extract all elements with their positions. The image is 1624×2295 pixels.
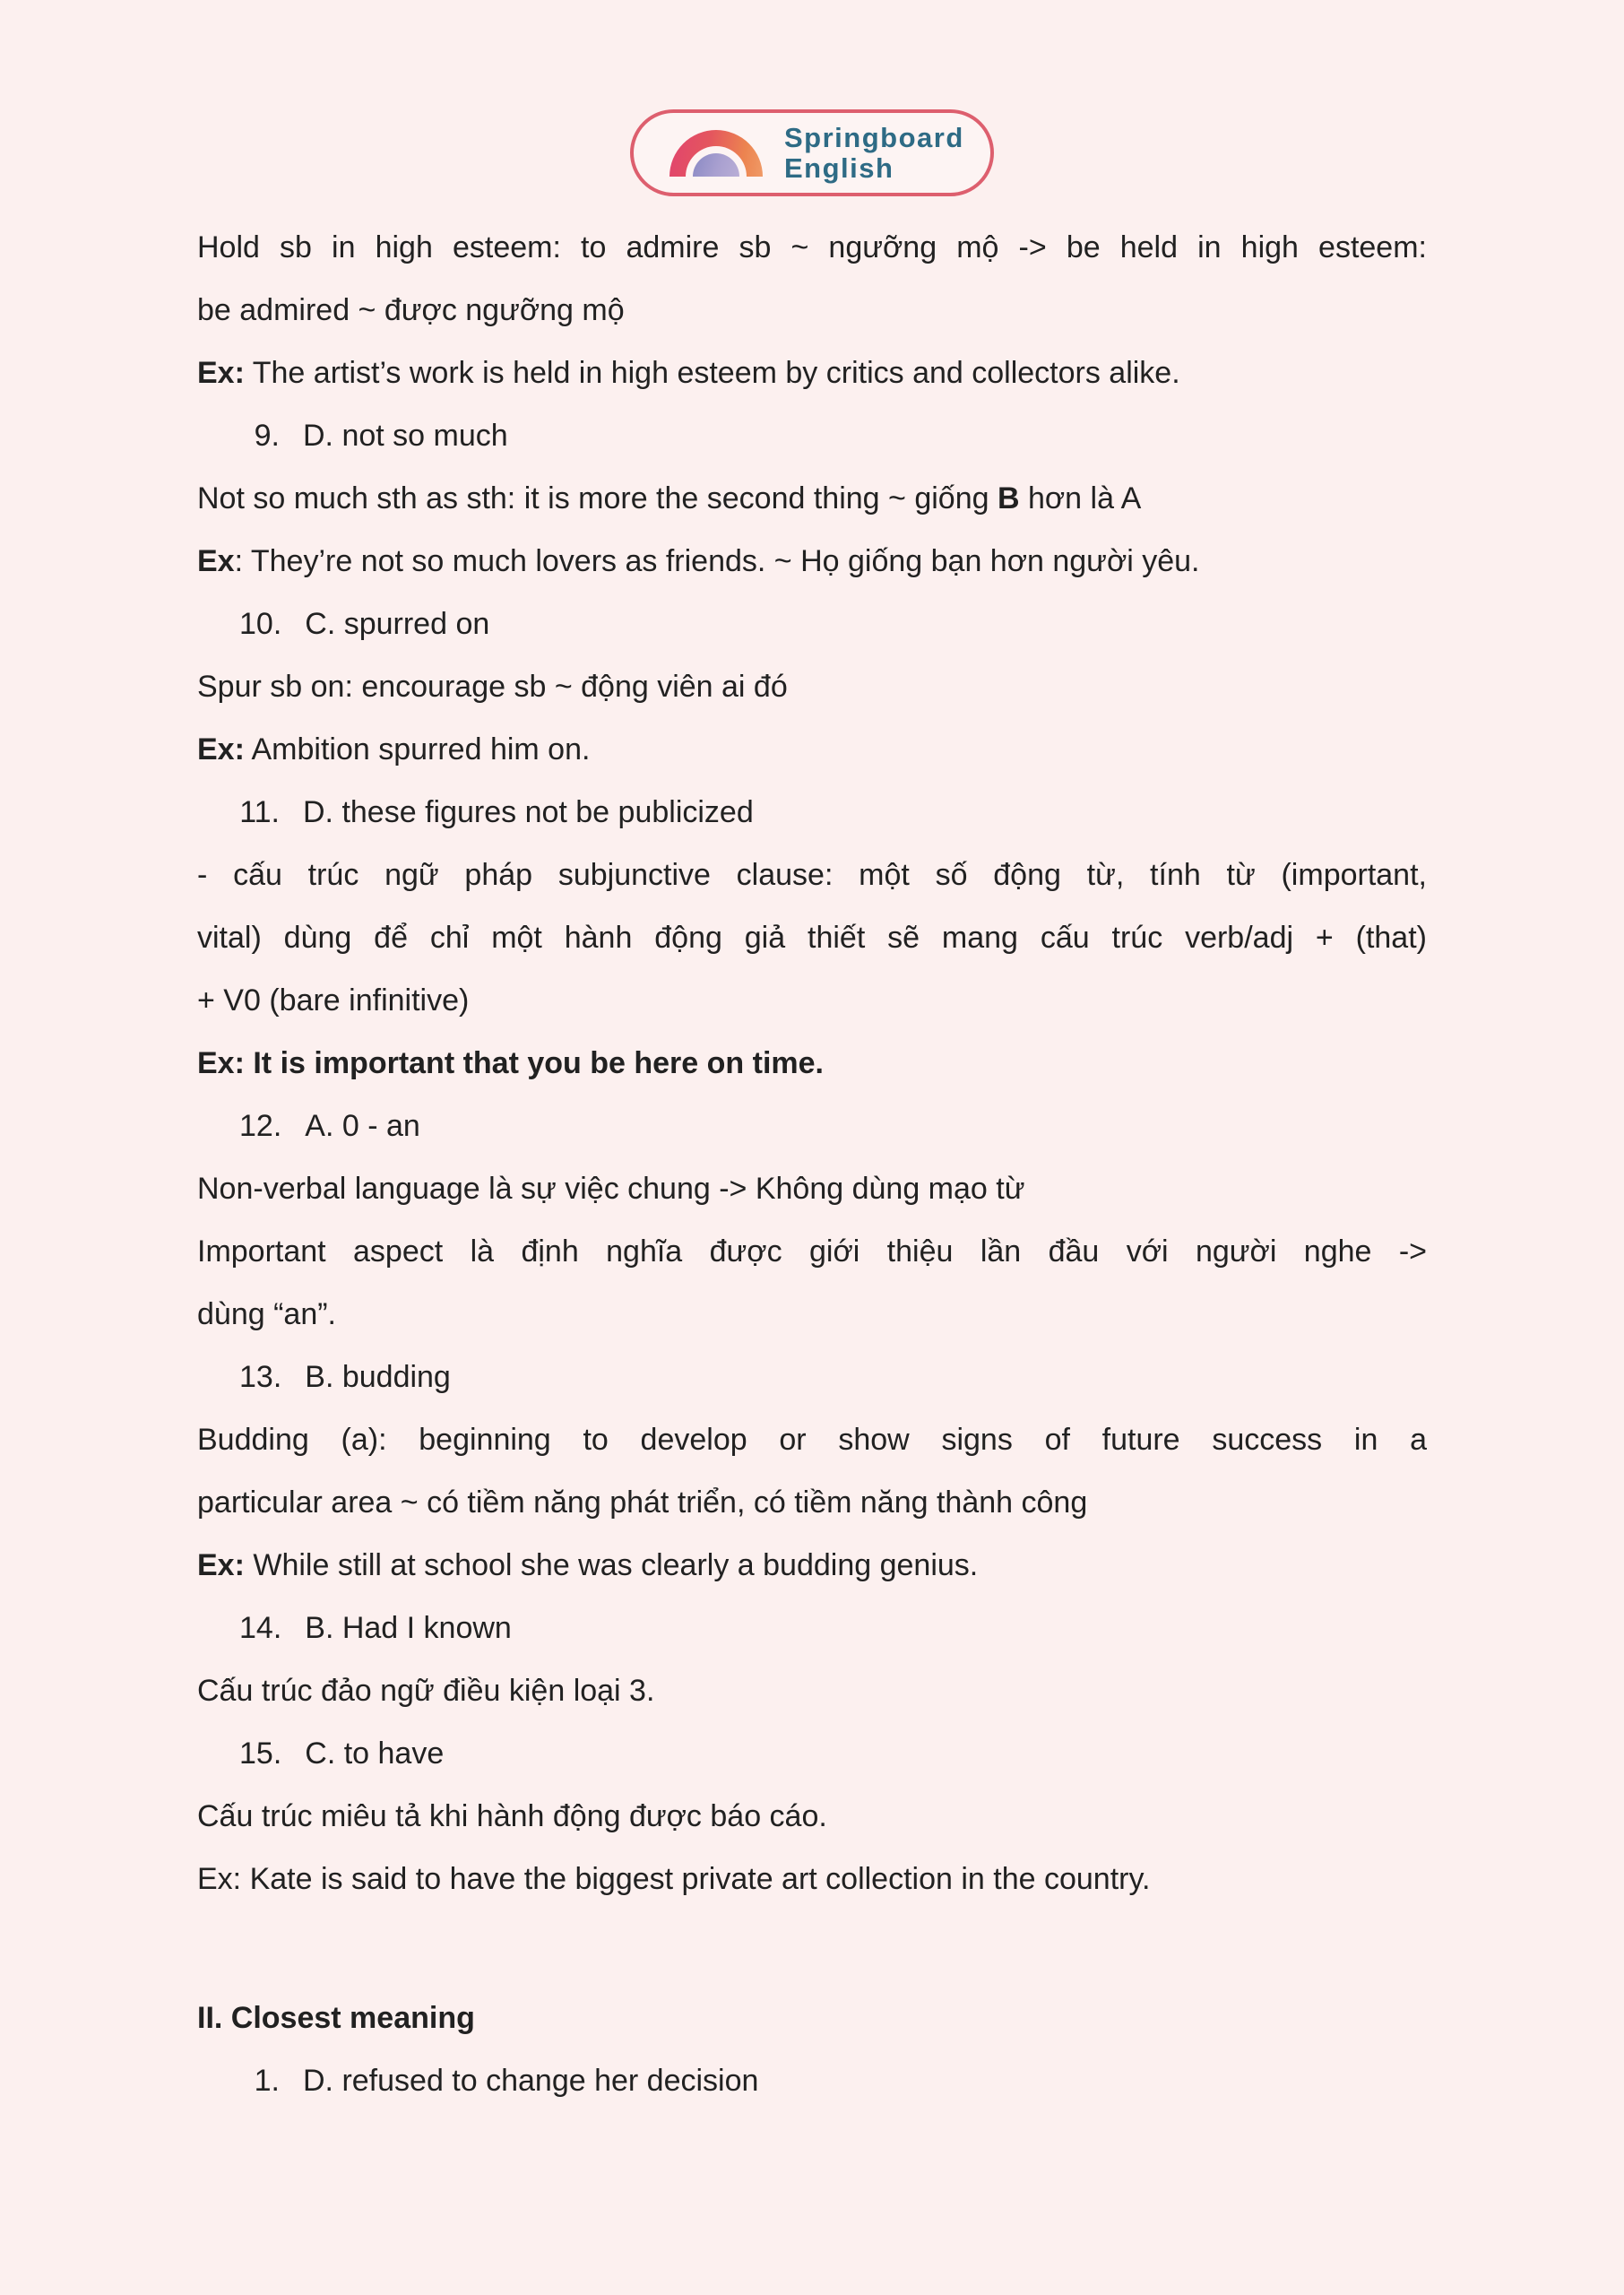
item-text: D. refused to change her decision — [303, 2064, 759, 2098]
item-number: 11. — [239, 795, 280, 829]
text-segment: Ex: Kate is said to have the biggest private art collection in the country. — [197, 1862, 1151, 1896]
text-line — [197, 1659, 1427, 1722]
text-line — [197, 1408, 1427, 1471]
text-line — [197, 844, 1427, 906]
text-line — [197, 1032, 1427, 1095]
brand-name — [784, 123, 964, 183]
item-text: D. not so much — [303, 419, 508, 453]
item-number: 15. — [239, 1736, 282, 1771]
text-segment: Cấu trúc miêu tả khi hành động được báo cáo. — [197, 1799, 827, 1833]
text-segment: : They’re not so much lovers as friends. ~ Họ giống bạn hơn người yêu. — [234, 544, 1200, 578]
text-line — [197, 1785, 1427, 1848]
text-line — [197, 216, 1427, 279]
bold-text-segment: Ex: — [197, 356, 245, 390]
answer-item — [197, 1095, 1427, 1157]
answer-item — [197, 781, 1427, 844]
text-line — [197, 530, 1427, 593]
answer-item — [197, 1722, 1427, 1785]
document-body — [197, 196, 1427, 2112]
page-header — [0, 0, 1624, 196]
bold-text-segment: Ex: — [197, 1548, 245, 1582]
text-segment: Important aspect là định nghĩa được giới thiệu lần đầu với người nghe -> — [197, 1234, 1427, 1269]
spacer — [197, 1910, 1427, 1987]
text-segment: particular area ~ có tiềm năng phát triển, có tiềm năng thành công — [197, 1485, 1088, 1520]
answer-item — [197, 404, 1427, 467]
text-segment: Budding (a): beginning to develop or show signs of future success in a — [197, 1423, 1427, 1457]
text-segment: The artist’s work is held in high esteem by critics and collectors alike. — [244, 356, 1180, 390]
text-segment: II. Closest meaning — [197, 2001, 475, 2035]
item-number: 10. — [239, 607, 282, 641]
bold-text-segment: Ex: — [197, 732, 245, 766]
item-number: 13. — [239, 1360, 282, 1394]
text-segment: Non-verbal language là sự việc chung -> Không dùng mạo từ — [197, 1172, 1025, 1206]
text-segment: vital) dùng để chỉ một hành động giả thiết sẽ mang cấu trúc verb/adj + (that) — [197, 921, 1427, 955]
text-line — [197, 906, 1427, 969]
text-line — [197, 1848, 1427, 1910]
rainbow-arch-icon — [669, 129, 763, 177]
text-line — [197, 1283, 1427, 1346]
text-line — [197, 279, 1427, 342]
text-line — [197, 1534, 1427, 1597]
text-line — [197, 718, 1427, 781]
brand-name-line2: English — [784, 152, 894, 184]
text-segment: Hold sb in high esteem: to admire sb ~ ngưỡng mộ -> be held in high esteem: — [197, 230, 1427, 264]
item-text: B. Had I known — [305, 1611, 512, 1645]
text-line — [197, 969, 1427, 1032]
text-line — [197, 467, 1427, 530]
item-text: D. these figures not be publicized — [303, 795, 754, 829]
item-number: 12. — [239, 1109, 282, 1143]
text-line — [197, 1220, 1427, 1283]
text-segment: Cấu trúc đảo ngữ điều kiện loại 3. — [197, 1674, 655, 1708]
text-segment: + V0 (bare infinitive) — [197, 983, 470, 1018]
item-text: C. to have — [305, 1736, 445, 1771]
text-segment: While still at school she was clearly a budding genius. — [244, 1548, 979, 1582]
item-text: A. 0 - an — [305, 1109, 420, 1143]
text-segment: Spur sb on: encourage sb ~ động viên ai đó — [197, 670, 788, 704]
text-segment: Ambition spurred him on. — [244, 732, 591, 766]
section-heading — [197, 1987, 1427, 2049]
brand-name-line1: Springboard — [784, 122, 964, 154]
text-segment: - cấu trúc ngữ pháp subjunctive clause: một số động từ, tính từ (important, — [197, 858, 1427, 892]
item-number: 9. — [254, 419, 280, 453]
logo-pill — [630, 109, 994, 196]
text-line — [197, 1157, 1427, 1220]
item-text: C. spurred on — [305, 607, 490, 641]
item-number: 1. — [254, 2064, 280, 2098]
text-line — [197, 1471, 1427, 1534]
text-line — [197, 342, 1427, 404]
text-line — [197, 655, 1427, 718]
answer-item — [197, 1346, 1427, 1408]
item-number: 14. — [239, 1611, 282, 1645]
item-text: B. budding — [305, 1360, 451, 1394]
bold-text-segment: B — [997, 481, 1020, 515]
text-segment: dùng “an”. — [197, 1297, 336, 1331]
answer-item — [197, 1597, 1427, 1659]
answer-item — [197, 593, 1427, 655]
bold-text-segment: Ex — [197, 544, 235, 578]
text-segment: Ex: It is important that you be here on time. — [197, 1046, 824, 1080]
text-segment: Not so much sth as sth: it is more the second thing ~ giống — [197, 481, 998, 515]
text-segment: be admired ~ được ngưỡng mộ — [197, 293, 625, 327]
text-segment: hơn là A — [1019, 481, 1142, 515]
answer-item — [197, 2049, 1427, 2112]
